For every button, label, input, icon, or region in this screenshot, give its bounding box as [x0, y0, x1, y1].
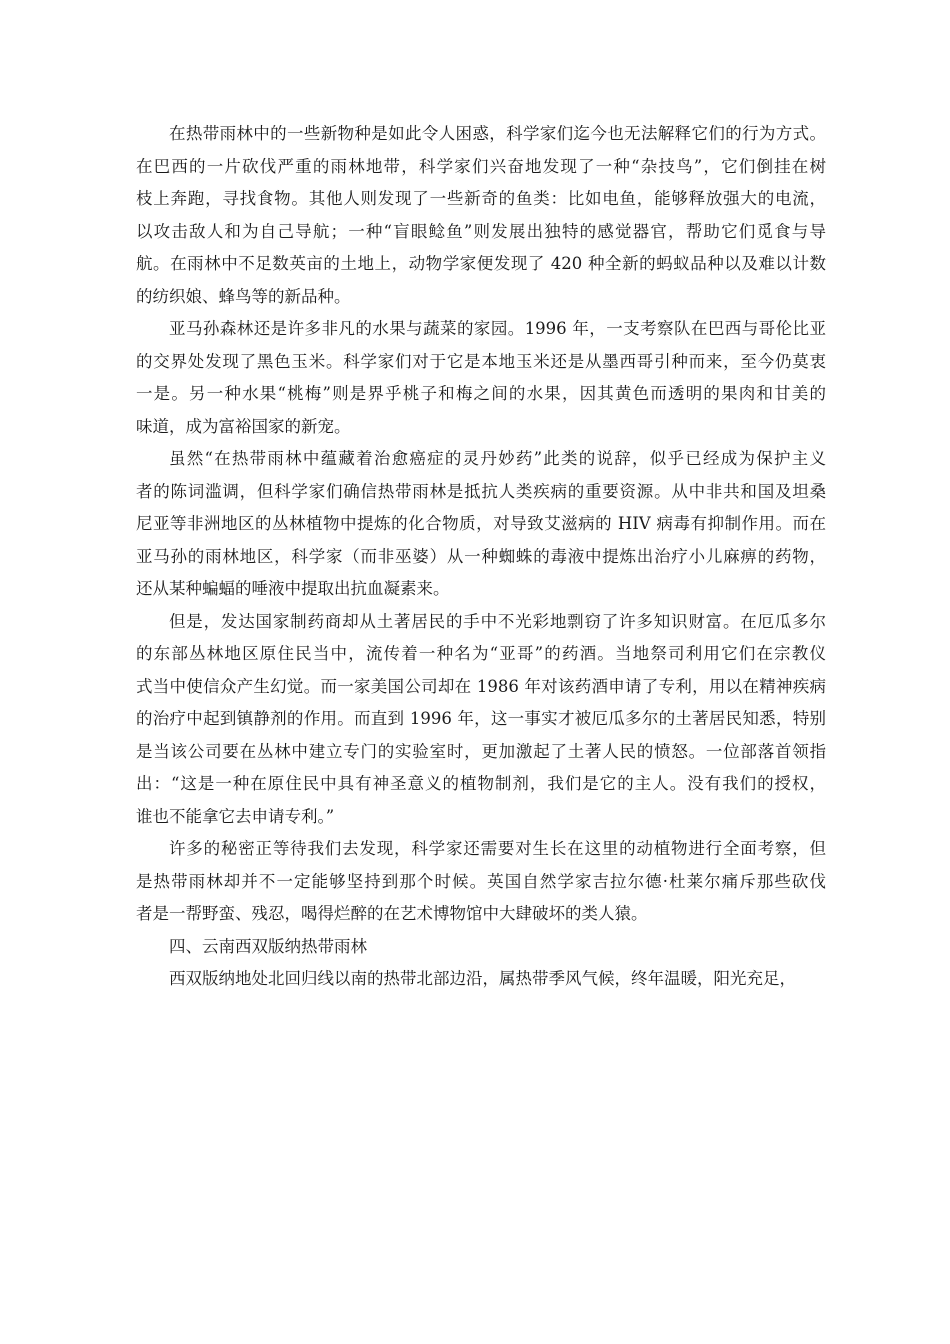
text-line: 的治疗中起到镇静剂的作用。而直到 1996 年，这一事实才被厄瓜多尔的土著居民知悉，特别	[136, 709, 826, 728]
paragraph	[136, 443, 826, 606]
text-line: 者的陈词滥调，但科学家们确信热带雨林是抵抗人类疾病的重要资源。从中非共和国及坦桑	[136, 481, 826, 501]
text-line: 是当该公司要在丛林中建立专门的实验室时，更加激起了土著人民的愤怒。一位部落首领指	[136, 741, 826, 761]
text-line: 谁也不能拿它去申请专利。”	[136, 806, 335, 826]
paragraph	[136, 313, 826, 443]
text-line: 是热带雨林却并不一定能够坚持到那个时候。英国自然学家吉拉尔德·杜莱尔痛斥那些砍伐	[136, 871, 826, 891]
text-line: 虽然“在热带雨林中蕴藏着治愈癌症的灵丹妙药”此类的说辞，似乎已经成为保护主义	[169, 449, 826, 468]
text-line: 的纺织娘、蜂鸟等的新品种。	[136, 286, 351, 306]
text-line: 者是一帮野蛮、残忍，喝得烂醉的在艺术博物馆中大肆破坏的类人猿。	[136, 904, 648, 923]
text-line: 以攻击敌人和为自己导航；一种“盲眼鲶鱼”则发展出独特的感觉器官，帮助它们觅食与导	[136, 221, 826, 241]
document-page	[136, 118, 826, 996]
text-line: 的交界处发现了黑色玉米。科学家们对于它是本地玉米还是从墨西哥引种而来，至今仍莫衷	[136, 351, 826, 371]
paragraph	[136, 833, 826, 931]
text-line: 许多的秘密正等待我们去发现，科学家还需要对生长在这里的动植物进行全面考察，但	[169, 839, 826, 858]
section-heading	[136, 931, 826, 964]
text-line: 西双版纳地处北回归线以南的热带北部边沿，属热带季风气候，终年温暖，阳光充足，	[169, 969, 796, 988]
section-heading-text: 四、云南西双版纳热带雨林	[169, 936, 367, 956]
text-line: 亚马孙森林还是许多非凡的水果与蔬菜的家园。1996 年，一支考察队在巴西与哥伦比亚	[169, 319, 826, 338]
text-line: 尼亚等非洲地区的丛林植物中提炼的化合物质，对导致艾滋病的 HIV 病毒有抑制作用。而在	[136, 514, 826, 533]
paragraph	[136, 606, 826, 834]
text-line: 航。在雨林中不足数英亩的土地上，动物学家便发现了 420 种全新的蚂蚁品种以及难以计数	[136, 254, 826, 273]
text-line: 的东部丛林地区原住民当中，流传着一种名为“亚哥”的药酒。当地祭司利用它们在宗教仪	[136, 644, 826, 663]
text-line: 一是。另一种水果“桃梅”则是界乎桃子和梅之间的水果，因其黄色而透明的果肉和甘美的	[136, 384, 826, 403]
text-line: 出：“这是一种在原住民中具有神圣意义的植物制剂，我们是它的主人。没有我们的授权，	[136, 774, 826, 793]
paragraph	[136, 963, 826, 996]
paragraph	[136, 118, 826, 313]
text-line: 但是，发达国家制药商却从土著居民的手中不光彩地剽窃了许多知识财富。在厄瓜多尔	[169, 611, 826, 631]
text-line: 在热带雨林中的一些新物种是如此令人困惑，科学家们迄今也无法解释它们的行为方式。	[169, 124, 826, 143]
text-line: 在巴西的一片砍伐严重的雨林地带，科学家们兴奋地发现了一种“杂技鸟”，它们倒挂在树	[136, 156, 826, 176]
text-line: 还从某种蝙蝠的唾液中提取出抗血凝素来。	[136, 579, 450, 598]
text-line: 枝上奔跑，寻找食物。其他人则发现了一些新奇的鱼类：比如电鱼，能够释放强大的电流，	[136, 189, 826, 208]
text-line: 式当中使信众产生幻觉。而一家美国公司却在 1986 年对该药酒申请了专利，用以在精神疾病	[136, 676, 826, 696]
text-line: 味道，成为富裕国家的新宠。	[136, 416, 351, 436]
text-line: 亚马孙的雨林地区，科学家（而非巫婆）从一种蜘蛛的毒液中提炼出治疗小儿麻痹的药物，	[136, 546, 826, 566]
